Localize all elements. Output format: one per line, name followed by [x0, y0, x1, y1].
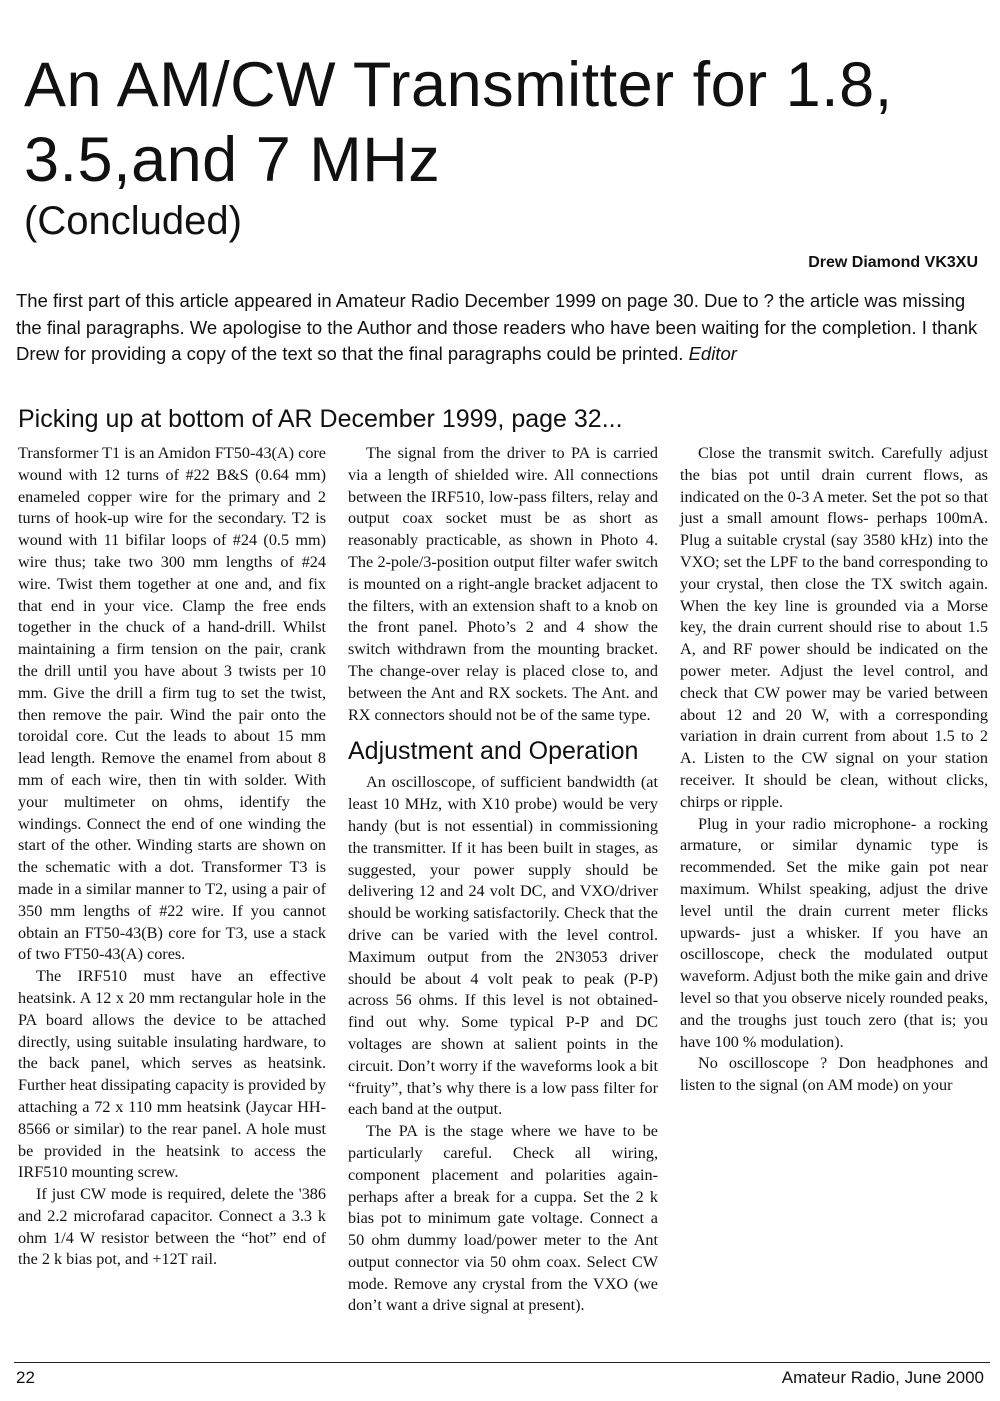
intro-text: The first part of this article appeared in Amateur Radio December 1999 on page 30. Due to ? the article was missing the final paragraphs. We apologise to the Author and those readers who have been waiting for the completion. I thank Drew for providing a copy of the text so that the final paragraphs could be printed.: [16, 290, 978, 364]
column-3: [680, 443, 988, 1097]
footer-rule: [14, 1362, 990, 1363]
paragraph-pa-stage: The PA is the stage where we have to be particularly careful. Check all wiring, component placement and polarities again- perhaps after a break for a cuppa. Set the 2 k bias pot to minimum gate voltage. Connect a 50 ohm dummy load/power meter to the Ant output connector via 50 ohm coax. Select CW mode. Remove any crystal from the VXO (we don’t want a drive signal at present).: [348, 1122, 658, 1315]
page-number: 22: [16, 1368, 35, 1387]
paragraph-cw-mode: If just CW mode is required, delete the '386 and 2.2 microfarad capacitor. Connect a 3.3 k ohm 1/4 W resistor between the “hot” end of the 2 k bias pot, and +12T rail.: [18, 1185, 326, 1269]
paragraph-heatsink: The IRF510 must have an effective heatsink. A 12 x 20 mm rectangular hole in the PA board allows the device to be attached directly, using suitable insulating hardware, to the back panel, which serves as heatsink. Further heat dissipating capacity is provided by attaching a 72 x 110 mm heatsink (Jaycar HH-8566 or similar) to the rear panel. A hole must be provided in the heatsink to access the IRF510 mounting screw.: [18, 967, 326, 1182]
paragraph-microphone: Plug in your radio microphone- a rocking armature, or similar dynamic type is recommended. Set the mike gain pot near maximum. Whilst speaking, adjust the drive level until the drain current meter flicks upwards- just a whisker. If you have an oscilloscope, check the modulated output waveform. Adjust both the mike gain and drive level so that you observe nicely rounded peaks, and the troughs just touch zero (that is; you have 100 % modulation).: [680, 814, 988, 1051]
paragraph-transmit-switch: Close the transmit switch. Carefully adjust the bias pot until drain current flows, as indicated on the 0-3 A meter. Set the pot so that just a small amount flows- perhaps 100mA. Plug a suitable crystal (say 3580 kHz) into the VXO; set the LPF to the band corresponding to your crystal, then close the TX switch again. When the key line is grounded via a Morse key, the drain current should rise to about 1.5 A, and RF power should be indicated on the power meter. Adjust the level control, and check that CW power may be varied between about 12 and 20 W, with a corresponding variation in drain current from about 1.5 to 2 A. Listen to the CW signal on your station receiver. It should be clean, without clicks, chirps or ripple.: [680, 444, 988, 811]
column-1: [18, 443, 326, 1271]
editor-intro: [16, 288, 988, 368]
section-heading: Adjustment and Operation: [348, 737, 639, 766]
pickup-heading: Picking up at bottom of AR December 1999, page 32...: [18, 405, 623, 433]
paragraph-no-oscilloscope: No oscilloscope ? Don headphones and listen to the signal (on AM mode) on your: [680, 1054, 988, 1095]
intro-signature: Editor: [688, 343, 737, 364]
article-subtitle: (Concluded): [24, 199, 242, 243]
column-2: [348, 443, 658, 1317]
paragraph-oscilloscope: An oscilloscope, of sufficient bandwidth (at least 10 MHz, with X10 probe) would be very handy (but is not essential) in commissioning the transmitter. If it has been built in stages, as suggested, your power supply should be delivering 12 and 24 volt DC, and VXO/driver should be working satisfactorily. Check that the drive can be varied with the level control. Maximum output from the 2N3053 driver should be about 4 volt peak to peak (P-P) across 56 ohms. If this level is not obtained- find out why. Some typical P-P and DC voltages are shown at salient points in the circuit. Don’t worry if the waveforms look a bit “fruity”, that’s why there is a low pass filter for each band at the output.: [348, 773, 658, 1119]
article-author: Drew Diamond VK3XU: [808, 254, 978, 271]
article-title: An AM/CW Transmitter for 1.8, 3.5,and 7 MHz: [24, 50, 893, 195]
paragraph-transformers: Transformer T1 is an Amidon FT50-43(A) core wound with 12 turns of #22 B&S (0.64 mm) enameled copper wire for the primary and 2 turns of hook-up wire for the secondary. T2 is wound with 11 bifilar loops of #24 (0.5 mm) wire thus; take two 300 mm lengths of #24 wire. Twist them together at one and, and fix that end in your vice. Clamp the free ends together in the chuck of a hand-drill. Whilst maintaining a firm tension on the pair, crank the drill until you have about 3 twists per 10 mm. Give the drill a firm tug to set the twist, then remove the pair. Wind the pair onto the toroidal core. Cut the leads to about 15 mm lead length. Remove the enamel from about 8 mm of each wire, then tin with solder. With your multimeter on ohms, identify the windings. Connect the end of one winding the start of the other. Winding starts are shown on the schematic with a dot. Transformer T3 is made in a similar manner to T2, using a pair of 350 mm lengths of #22 wire. If you cannot obtain an FT50-43(B) core for T3, use a stack of two FT50-43(A) cores.: [18, 444, 326, 964]
publication-footer: Amateur Radio, June 2000: [781, 1368, 984, 1387]
paragraph-shielded-wire: The signal from the driver to PA is carried via a length of shielded wire. All connections between the IRF510, low-pass filters, relay and output coax socket must be as short as reasonably practicable, as shown in Photo 4. The 2-pole/3-position output filter wafer switch is mounted on a right-angle bracket adjacent to the filters, with an extension shaft to a knob on the front panel. Photo’s 2 and 4 show the switch withdrawn from the mounting bracket. The change-over relay is placed close to, and between the Ant and RX sockets. The Ant. and RX connectors should not be of the same type.: [348, 444, 658, 724]
